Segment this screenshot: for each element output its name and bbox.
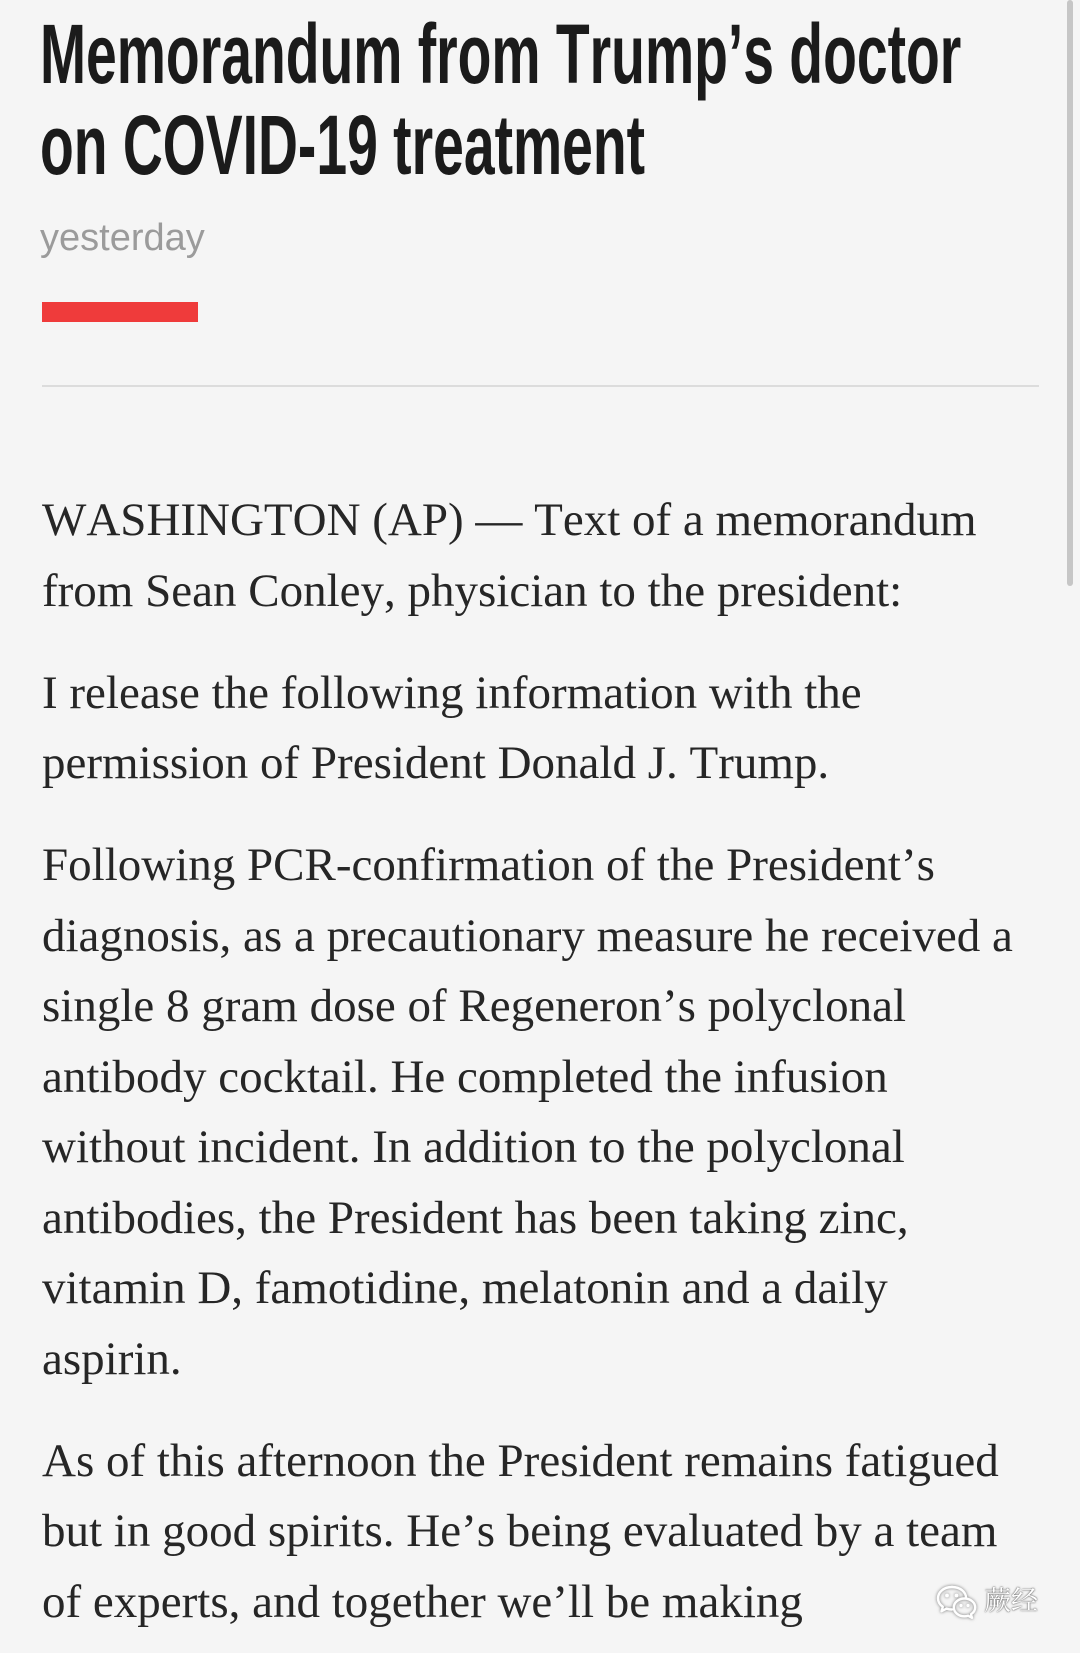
- wechat-icon: [936, 1584, 978, 1620]
- article-body: [42, 485, 1024, 1653]
- watermark: [936, 1584, 1038, 1620]
- accent-bar: [42, 302, 198, 322]
- paragraph-1: WASHINGTON (AP) — Text of a memorandum from Sean Conley, physician to the president:: [42, 494, 977, 617]
- watermark-text: 蕨经: [984, 1586, 1038, 1617]
- page-title: Memorandum from Trump’s doctor on COVID-19 treatment: [40, 7, 962, 192]
- divider: [42, 385, 1039, 387]
- paragraph-3: Following PCR-confirmation of the President’s diagnosis, as a precautionary measure he received a single 8 gram dose of Regeneron’s polyclonal antibody cocktail. He completed the infusion without incident. In addition to the polyclonal antibodies, the President has been taking zinc, vitamin D, famotidine, melatonin and a daily aspirin.: [42, 839, 1013, 1385]
- scrollbar-thumb[interactable]: [1067, 0, 1073, 586]
- timestamp: yesterday: [40, 217, 205, 259]
- paragraph-2: I release the following information with the permission of President Donald J. Trump.: [42, 666, 862, 789]
- paragraph-4: As of this afternoon the President remains fatigued but in good spirits. He’s being evaluated by a team of experts, and together we’ll be making: [42, 1434, 999, 1628]
